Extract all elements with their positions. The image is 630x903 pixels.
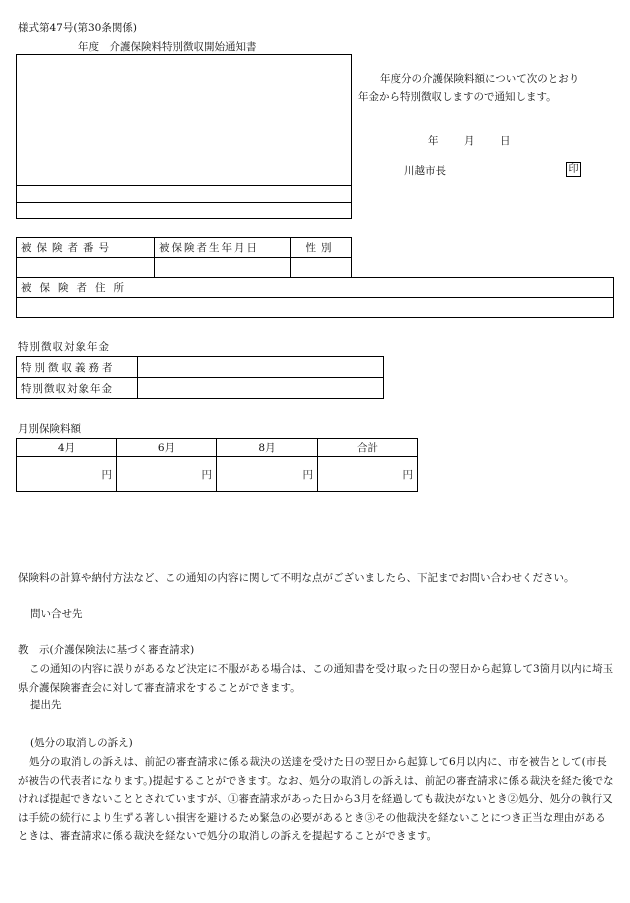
date-year: 年 — [428, 135, 439, 147]
date-day: 日 — [500, 135, 511, 147]
insured-address-cell — [17, 298, 614, 318]
address-table — [16, 277, 614, 318]
issuer: 川越市長 — [404, 165, 446, 177]
document-title: 年度 介護保険料特別徴収開始通知書 — [78, 41, 257, 53]
pension-table — [16, 356, 384, 399]
insured-address-label: 被保険者住所 — [17, 278, 614, 298]
amount-cell: 円 — [117, 457, 217, 492]
notice-line-1: 年度分の介護保険料額について次のとおり — [380, 73, 580, 85]
lawsuit-text: 処分の取消しの訴えは、前記の審査請求に係る裁決の送達を受けた日の翌日から起算して6月以内に、市を被告として(市長が被告の代表者になります。)提起することができます。なお、処分の取消しの訴えは、前記の審査請求に係る裁決を経た後でなければ提起できないこととされていますが、①審査請求があった日から3月を経過しても裁決がないとき②処分、処分の執行又は手続の続行により生ずる著しい損害を避けるため緊急の必要があるとき③その他裁決を経ないことにつき正当な理由があるときは、審査請求に係る裁決を経ないで処分の取消しの訴えを提起することができます。 — [18, 756, 614, 843]
address-divider-2 — [16, 202, 352, 203]
pension-row-label: 特別徴収義務者 — [17, 357, 138, 378]
amount-cell: 円 — [17, 457, 117, 492]
pension-row-label: 特別徴収対象年金 — [17, 378, 138, 399]
inquiry-text: 保険料の計算や納付方法など、この通知の内容に関して不明な点がございましたら、下記までお問い合わせください。 — [18, 572, 575, 584]
monthly-table — [16, 438, 418, 492]
insured-birth-cell — [155, 258, 291, 278]
pension-row-value — [138, 357, 384, 378]
month-header: 8月 — [217, 439, 318, 457]
total-cell: 円 — [318, 457, 418, 492]
instruction-text: この通知の内容に誤りがあるなど決定に不服がある場合は、この通知書を受け取った日の翌日から起算して3箇月以内に埼玉県介護保険審査会に対して審査請求をすることができます。 — [18, 663, 614, 694]
insured-number-label: 被保険者番号 — [17, 238, 155, 258]
pension-heading: 特別徴収対象年金 — [18, 341, 110, 353]
address-box — [16, 54, 352, 219]
inquiry-label: 問い合せ先 — [30, 608, 83, 620]
insured-birth-label: 被保険者生年月日 — [155, 238, 291, 258]
seal-mark — [566, 162, 581, 177]
gender-label: 性別 — [291, 238, 352, 258]
instruction-heading: 教 示(介護保険法に基づく審査請求) — [18, 644, 195, 656]
lawsuit-heading: (処分の取消しの訴え) — [30, 737, 133, 749]
monthly-heading: 月別保険料額 — [18, 423, 81, 435]
month-header: 4月 — [17, 439, 117, 457]
gender-cell — [291, 258, 352, 278]
amount-cell: 円 — [217, 457, 318, 492]
pension-row-value — [138, 378, 384, 399]
notice-line-2: 年金から特別徴収しますので通知します。 — [358, 91, 557, 103]
date-month: 月 — [464, 135, 475, 147]
total-header: 合計 — [318, 439, 418, 457]
insured-number-cell — [17, 258, 155, 278]
seal-text: 印 — [566, 162, 581, 177]
form-number: 様式第47号(第30条関係) — [18, 22, 137, 34]
address-divider-1 — [16, 185, 352, 186]
submit-label: 提出先 — [30, 699, 62, 711]
insured-table — [16, 237, 352, 278]
month-header: 6月 — [117, 439, 217, 457]
